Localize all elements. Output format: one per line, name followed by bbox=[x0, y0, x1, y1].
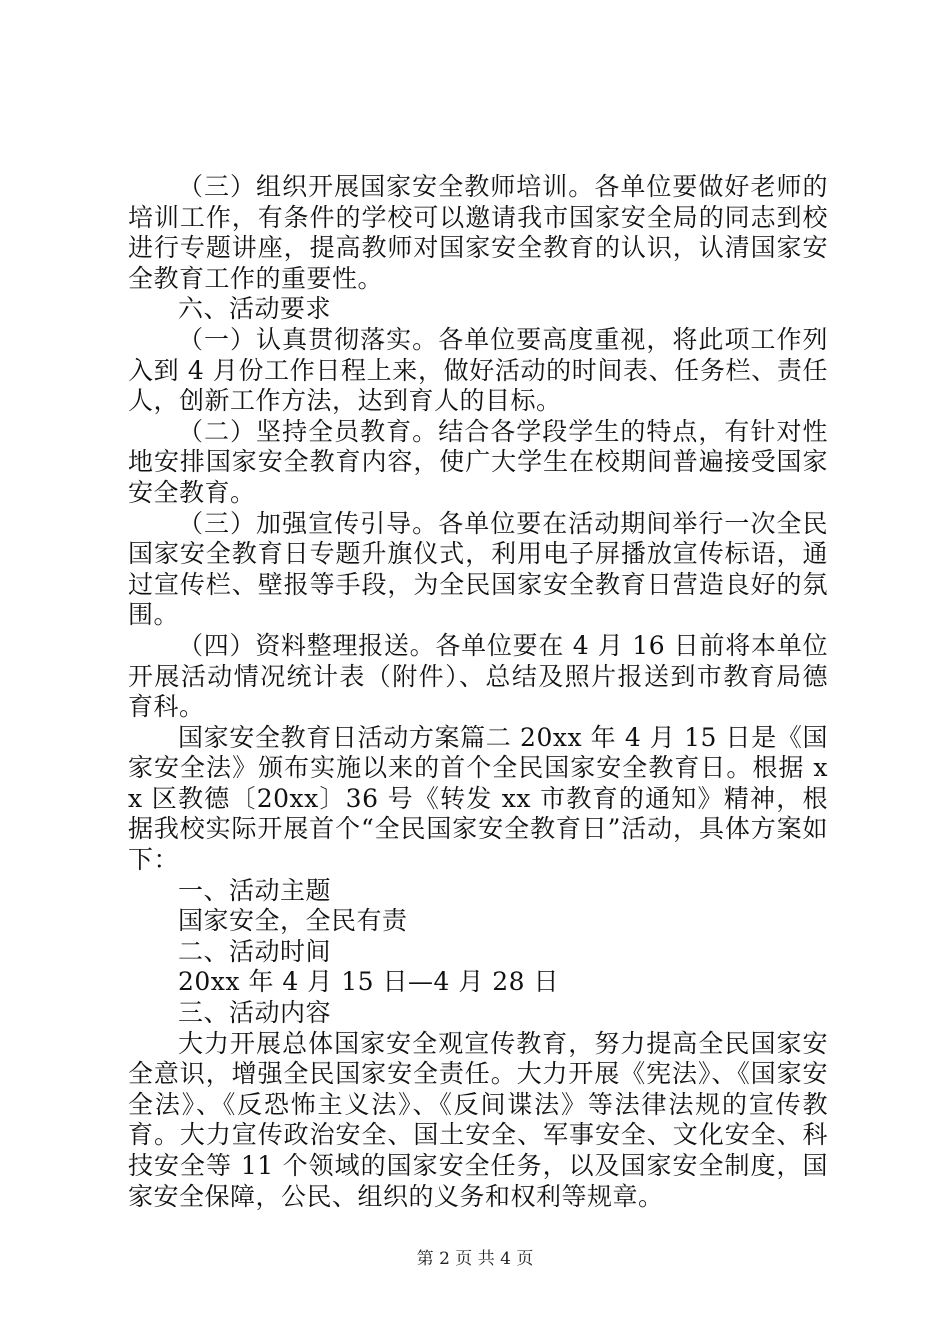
paragraph-teacher-training: （三）组织开展国家安全教师培训。各单位要做好老师的培训工作，有条件的学校可以邀请我市国家安全局的同志到校进行专题讲座，提高教师对国家安全教育的认识，认清国家安全教育工作的重要性。 bbox=[128, 172, 828, 293]
heading-activity-content: 三、活动内容 bbox=[178, 998, 332, 1028]
paragraph-materials: （四）资料整理报送。各单位要在 4 月 16 日前将本单位开展活动情况统计表（附件）、总结及照片报送到市教育局德育科。 bbox=[128, 630, 828, 722]
heading-activity-requirements: 六、活动要求 bbox=[178, 294, 332, 324]
paragraph-plan-two-intro: 国家安全教育日活动方案篇二 20xx 年 4 月 15 日是《国家安全法》颁布实施以来的首个全民国家安全教育日。根据 xx 区教德〔20xx〕36 号《转发 xx 市教育的通知》精神，根据我校实际开展首个“全民国家安全教育日”活动，具体方案如下： bbox=[128, 722, 828, 875]
paragraph-time: 20xx 年 4 月 15 日—4 月 28 日 bbox=[178, 967, 560, 997]
page-footer: 第 2 页 共 4 页 bbox=[416, 1249, 534, 1269]
paragraph-full-education: （二）坚持全员教育。结合各学段学生的特点，有针对性地安排国家安全教育内容，使广大学生在校期间普遍接受国家安全教育。 bbox=[128, 416, 828, 507]
paragraph-content: 大力开展总体国家安全观宣传教育，努力提高全民国家安全意识，增强全民国家安全责任。大力开展《宪法》、《国家安全法》、《反恐怖主义法》、《反间谍法》等法律法规的宣传教育。大力宣传政治安全、国土安全、军事安全、文化安全、科技安全等 11 个领域的国家安全任务，以及国家安全制度，国家安全保障，公民、组织的义务和权利等规章。 bbox=[128, 1028, 828, 1211]
document-body bbox=[128, 172, 828, 1212]
paragraph-publicity: （三）加强宣传引导。各单位要在活动期间举行一次全民国家安全教育日专题升旗仪式，利用电子屏播放宣传标语，通过宣传栏、壁报等手段，为全民国家安全教育日营造良好的氛围。 bbox=[128, 508, 828, 630]
heading-activity-time: 二、活动时间 bbox=[178, 936, 332, 966]
heading-activity-theme: 一、活动主题 bbox=[178, 875, 332, 905]
paragraph-theme: 国家安全，全民有责 bbox=[178, 906, 408, 936]
paragraph-implementation: （一）认真贯彻落实。各单位要高度重视，将此项工作列入到 4 月份工作日程上来，做好活动的时间表、任务栏、责任人，创新工作方法，达到育人的目标。 bbox=[128, 324, 828, 416]
